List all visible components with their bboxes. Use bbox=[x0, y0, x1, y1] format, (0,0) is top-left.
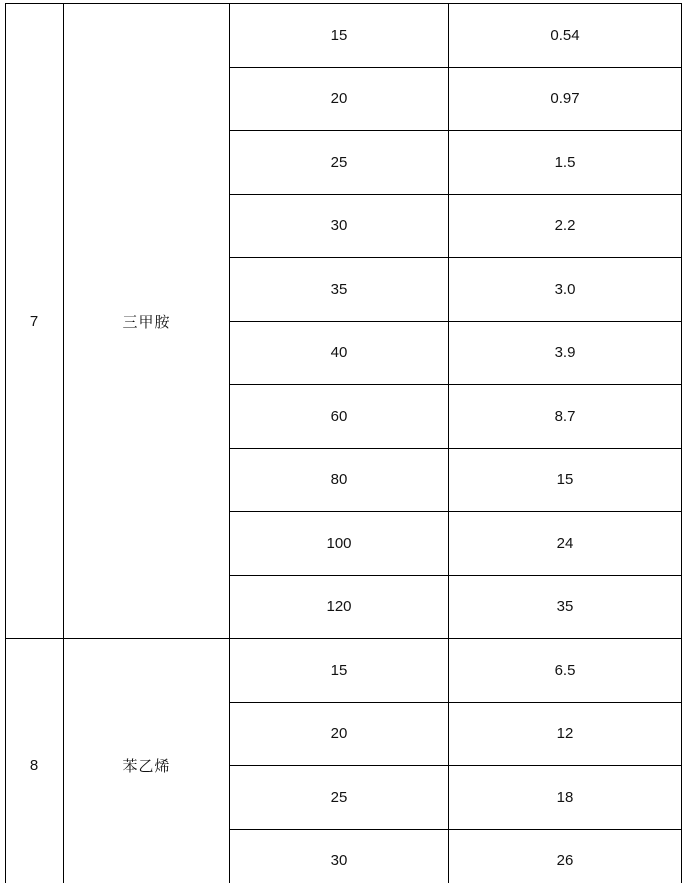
cell-row-index: 8 bbox=[6, 639, 64, 883]
cell-temperature: 100 bbox=[230, 512, 449, 576]
cell-value: 18 bbox=[449, 766, 682, 830]
table-row bbox=[6, 639, 682, 703]
data-table bbox=[5, 3, 682, 883]
cell-temperature: 80 bbox=[230, 448, 449, 512]
cell-row-index: 7 bbox=[6, 4, 64, 639]
cell-value: 0.54 bbox=[449, 4, 682, 68]
cell-value: 2.2 bbox=[449, 194, 682, 258]
cell-value: 0.97 bbox=[449, 67, 682, 131]
cell-value: 15 bbox=[449, 448, 682, 512]
cell-compound-name: 苯乙烯 bbox=[64, 639, 230, 883]
table-body bbox=[6, 4, 682, 883]
cell-compound-name: 三甲胺 bbox=[64, 4, 230, 639]
cell-temperature: 20 bbox=[230, 702, 449, 766]
cell-temperature: 120 bbox=[230, 575, 449, 639]
cell-temperature: 30 bbox=[230, 829, 449, 883]
cell-temperature: 25 bbox=[230, 766, 449, 830]
cell-temperature: 40 bbox=[230, 321, 449, 385]
cell-value: 3.0 bbox=[449, 258, 682, 322]
cell-temperature: 15 bbox=[230, 4, 449, 68]
cell-value: 8.7 bbox=[449, 385, 682, 449]
cell-value: 12 bbox=[449, 702, 682, 766]
cell-temperature: 30 bbox=[230, 194, 449, 258]
cell-value: 24 bbox=[449, 512, 682, 576]
cell-temperature: 35 bbox=[230, 258, 449, 322]
cell-value: 35 bbox=[449, 575, 682, 639]
cell-value: 26 bbox=[449, 829, 682, 883]
cell-value: 3.9 bbox=[449, 321, 682, 385]
cell-temperature: 25 bbox=[230, 131, 449, 195]
cell-value: 1.5 bbox=[449, 131, 682, 195]
table-row bbox=[6, 4, 682, 68]
cell-value: 6.5 bbox=[449, 639, 682, 703]
cell-temperature: 20 bbox=[230, 67, 449, 131]
cell-temperature: 15 bbox=[230, 639, 449, 703]
cell-temperature: 60 bbox=[230, 385, 449, 449]
